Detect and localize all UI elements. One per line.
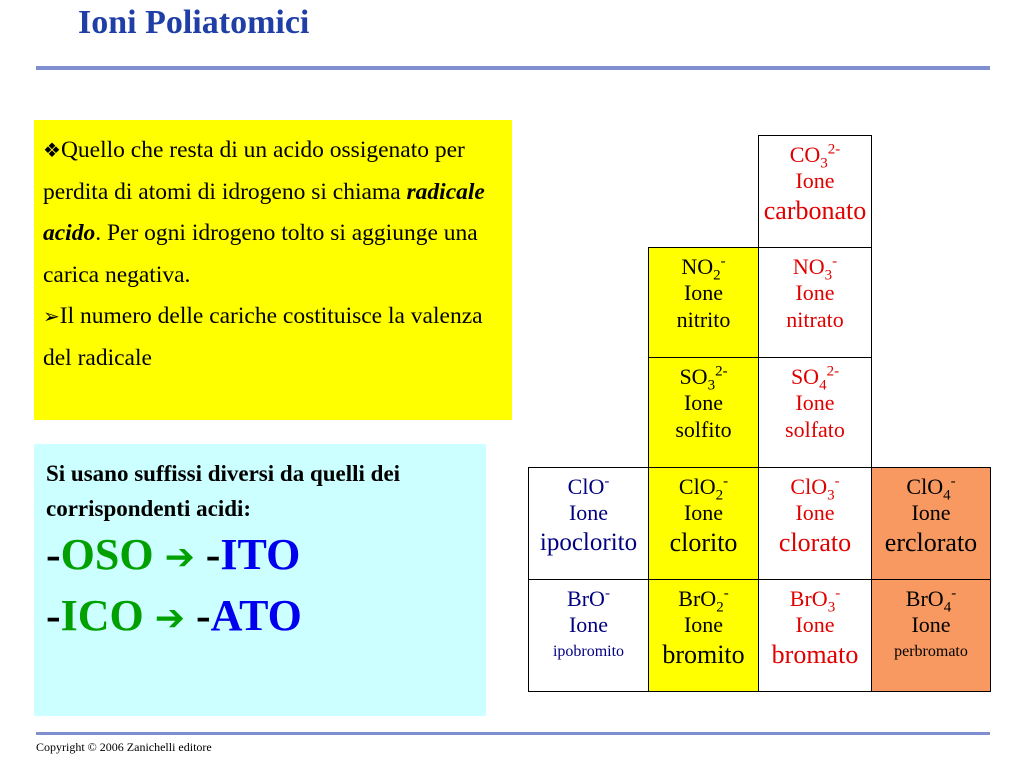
ion-formula: BrO$_2$- [678,585,729,616]
right-arrow-icon: ➔ [164,537,195,578]
ion-label: Ione [795,500,835,525]
suffix-oso: OSO [60,530,154,579]
ion-name: ipoclorito [539,529,638,556]
ion-label: Ione [795,280,835,305]
definition-paragraph [43,130,504,296]
suffix-ico: ICO [60,591,144,640]
ion-cell-clorito [648,467,759,580]
valence-paragraph [43,296,504,379]
definition-text-a: Quello che resta di un acido ossigenato per perdita di atomi di idrogeno si chiama [43,137,465,205]
ion-label: Ione [683,390,724,415]
copyright-text: Copyright © 2006 Zanichelli editore [36,740,212,754]
dash: - [46,591,61,640]
ion-name: solfito [675,417,732,442]
ion-cell-carbonato [758,135,872,248]
ion-label: Ione [795,390,835,415]
suffix-rule-oso-ito [46,526,476,587]
valence-text: Il numero delle cariche costituisce la valenza del radicale [43,303,483,371]
right-arrow-icon: ➔ [154,598,185,639]
dash: - [205,530,221,579]
ion-cell-nitrato [758,247,872,358]
definition-emphasis: radicale acido [43,178,485,246]
ion-formula: $SO_3^{2-}$ [679,363,728,394]
ion-formula: $NO_2^-$ [681,253,726,284]
ion-label: Ione [795,612,835,637]
ion-label: Ione [795,168,835,193]
suffix-rule-ico-ato [46,587,476,648]
ion-formula: $CO_3^{2-}$ [789,141,841,172]
ion-cell-solfito [648,357,759,468]
slide-title: Ioni Poliatomici [78,4,310,41]
ion-name: ipobromito [552,643,625,660]
ion-formula: BrO$_4$- [905,585,957,616]
ion-name: bromito [662,640,745,669]
ion-cell-perclorato [871,467,991,580]
ion-name: perbromato [894,643,968,660]
definition-text-b: . Per ogni idrogeno tolto si aggiunge una carica negativa. [43,220,478,288]
ion-label: Ione [568,612,609,637]
ion-cell-perbromato [871,579,991,692]
ion-name: clorito [669,528,738,557]
ion-cell-bromato [758,579,872,692]
ion-label: Ione [683,280,724,305]
ion-cell-clorato [758,467,872,580]
ion-cell-ipobromito [528,579,649,692]
ion-formula: ClO$_2$- [678,473,729,504]
title-divider [36,66,990,70]
ion-name: nitrito [676,307,731,332]
ion-cell-ipoclorito [528,467,649,580]
definition-box [34,120,512,420]
suffix-ato: ATO [210,591,302,640]
suffix-ito: ITO [220,530,301,579]
ion-name: nitrato [786,307,844,332]
ion-name: clorato [778,528,852,557]
ion-cell-nitrito [648,247,759,358]
dash: - [195,591,211,640]
ion-formula: $SO_4^{2-}$ [790,363,840,394]
ion-cell-solfato [758,357,872,468]
ion-label: Ione [911,500,951,525]
ion-cell-bromito [648,579,759,692]
ion-formula: ClO$_3$- [790,473,840,504]
ion-formula: BrO- [567,585,610,611]
ion-label: Ione [683,612,724,637]
ion-formula: $NO_3^-$ [792,253,838,284]
ion-formula: BrO$_3$- [789,585,841,616]
ion-label: Ione [683,500,724,525]
ion-name: erclorato [884,528,978,557]
suffix-text: Si usano suffissi diversi da quelli dei corrispondenti acidi: [46,461,401,521]
ion-label: Ione [568,500,609,525]
ion-name: solfato [785,417,845,442]
footer-divider [36,732,990,735]
ion-name: bromato [771,640,859,669]
ion-formula: ClO$_4$- [906,473,956,504]
ion-label: Ione [911,612,951,637]
ion-formula: ClO- [567,473,610,499]
suffix-box [34,444,486,716]
dash: - [46,530,61,579]
diamond-bullet-icon: ❖ [43,138,61,162]
arrow-bullet-icon: ➢ [43,304,60,328]
ion-name: carbonato [763,196,867,225]
